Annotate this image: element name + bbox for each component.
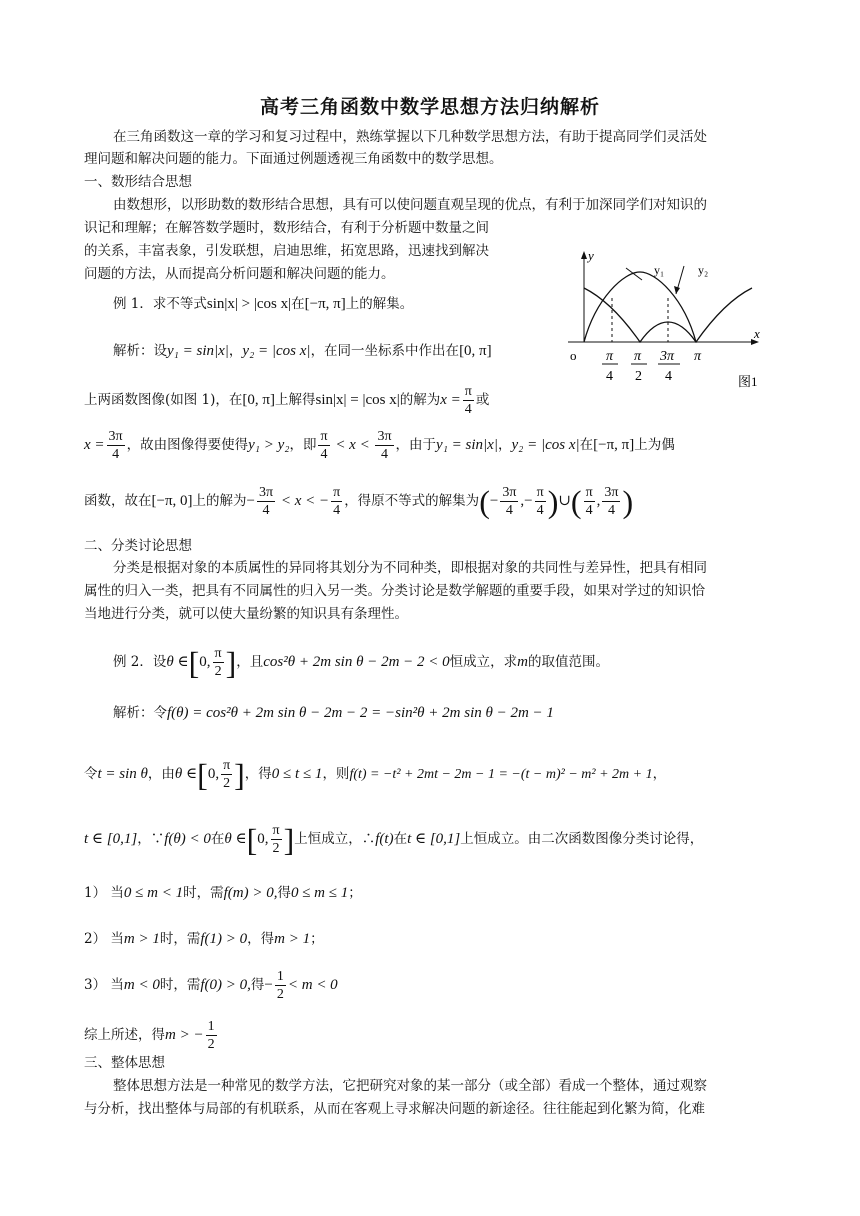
an3-y2: y₂ = |cos x| [511,437,580,453]
ex1-inequality: sin|x| > |cos x| [206,296,292,312]
c1-b: 时，需 [183,885,224,901]
c2-cond: m > 1 [123,931,160,947]
c3-r2: < m < 0 [287,977,338,993]
c1-f: f(m) > 0, [223,885,278,901]
ex1-interval: [−π, π] [304,296,346,312]
frac-pi-4: $\frac{\pi}{4}$ [464,384,472,417]
an4-a: 函数，故在 [84,493,152,509]
s1-para-line-4: 问题的方法，从而提高分析问题和解决问题的能力。 [84,266,395,282]
analysis-2-line-2: 令t = sin θ，由θ ∈[0, $\frac{\pi}{2}$ ]，得0 ≤ t ≤ 1，则f(t) = −t² + 2mt − 2m − 1 = −(t − m)² − m² + 2m + 1， [84,756,667,793]
y-axis-arrow [581,251,587,259]
an3-int: [−π, π] [593,437,635,453]
frac-pi-2: $\frac{\pi}{2}$ [214,646,222,679]
section-heading-2: 二、分类讨论思想 [84,538,192,554]
ex2-c: 恒成立，求 [449,654,518,670]
analysis-1-line-3: x = $\frac{3\pi}{4}$ ，故由图像得要使得y₁ > y₂，即 $\frac{\pi}{4}$ < x < $\frac{3\pi}{4}$ ，由于y₁ = sin|x|，y₂ = |cos x|在[−π, π]上为偶 [84,429,675,462]
figure-1-graph [556,246,776,396]
a2l2-d: ，则 [322,766,350,782]
s2-para-line-2: 属性的归入一类，把具有不同属性的归入另一类。分类讨论是数学解题的重要手段，如果对学过的知识恰 [84,583,705,599]
analysis-1-line-1: 解析：设y₁ = sin|x|，y₂ = |cos x|，在同一坐标系中作出在[0, π] [113,343,492,359]
c3-c: 得 [250,977,265,993]
c3-f: f(0) > 0, [200,977,251,993]
an4-c: ，得原不等式的解集为 [344,493,480,509]
an4-int: [−π, 0] [151,493,193,509]
tick-3pi-4-num: 3π [660,349,675,364]
an1-y2: y₂ = |cos x| [242,343,311,359]
an1-y1: y₁ = sin|x| [167,343,229,359]
document-title: 高考三角函数中数学思想方法归纳解析 [259,96,600,118]
a2l3-t2: t ∈ [0,1] [407,831,461,847]
case-2 [84,928,324,950]
pointer-y2-head [674,286,680,294]
an2-sol: 的解为 [399,392,441,408]
a2l3-f: f(θ) < 0 [164,831,211,847]
an4-b: 上的解为 [192,493,247,509]
an2-equation: f(θ) = cos²θ + 2m sin θ − 2m − 2 = −sin²θ + 2m sin θ − 2m − 1 [167,705,554,721]
label-y2: y₂ [698,263,709,277]
c2-r: m > 1 [274,931,311,947]
c1-d: ； [348,885,362,901]
a2l3-b: 在 [210,831,225,847]
an2-or: 或 [475,392,490,408]
ex1-suffix: 上的解集。 [345,296,414,312]
section-heading-1: 一、数形结合思想 [84,174,192,190]
a2l2-theta: θ ∈ [174,766,198,782]
an2-eq: sin|x| = |cos x| [315,392,400,408]
a2l2-c: ，得 [244,766,272,782]
s1-para-line-3: 的关系，丰富表象，引发联想，启迪思维，拓宽思路，迅速找到解决 [84,243,489,259]
frac-3pi-4-d: $\frac{3\pi}{4}$ [502,485,517,518]
an2-interval: [0, π] [242,392,275,408]
frac-pi-4-c: $\frac{\pi}{4}$ [333,485,341,518]
intro-line-2: 理问题和解决问题的能力。下面通过例题透视三角函数中的数学思想。 [84,151,503,167]
an1-interval: [0, π] [459,343,492,359]
an3-cmp: y₁ > y₂ [248,437,290,453]
ex1-prefix: 例 1．求不等式 [113,296,207,312]
case-1 [84,882,362,904]
ex2-a: 例 2．设 [113,654,167,670]
a2l3-a: ，∵ [137,831,165,847]
c2-d: ； [310,931,324,947]
an2-lead: 解析：令 [113,705,167,721]
an3-d: 在 [579,437,594,453]
frac-3pi-4: $\frac{3\pi}{4}$ [108,429,123,462]
c1-c: 得 [277,885,291,901]
ex2-theta: θ ∈ [166,654,189,670]
case-3 [84,968,338,1003]
pointer-y1 [626,268,642,280]
a2l2-a: 令 [84,766,98,782]
c3-a: 3） 当 [84,977,124,993]
x-axis-label: x [754,326,760,341]
ex2-m: m [517,654,528,670]
an3-a: ，故由图像得要使得 [126,437,249,453]
a2l3-theta: θ ∈ [224,831,247,847]
an3-b: ，即 [289,437,317,453]
a2l2-t: t = sin θ [97,766,148,782]
an3-c: ，由于 [395,437,437,453]
c2-b: 时，需 [159,931,201,947]
figure-caption: 图1 [738,374,758,389]
union-symbol: ∪ [558,493,571,509]
c1-r: 0 ≤ m ≤ 1 [290,885,349,901]
c3-cond: m < 0 [123,977,160,993]
s2-para-line-1: 分类是根据对象的本质属性的异同将其划分为不同种类，即根据对象的共同性与差异性，把具有相同 [113,560,707,576]
frac-pi-2-c: $\frac{\pi}{2}$ [272,823,280,856]
label-y1: y₁ [654,263,665,277]
a2l3-d: 在 [393,831,408,847]
s3-para-line-1: 整体思想方法是一种常见的数学方法，它把研究对象的某一部分（或全部）看成一个整体，通过观察 [113,1078,707,1094]
tick-pi-4-num: π [606,349,614,364]
analysis-1-line-2 [84,383,489,418]
a2l2-range: 0 ≤ t ≤ 1 [271,766,323,782]
frac-pi-4-e: $\frac{\pi}{4}$ [585,485,593,518]
frac-pi-2-b: $\frac{\pi}{2}$ [223,758,231,791]
frac-pi-4-d: $\frac{\pi}{4}$ [536,485,544,518]
intro-line-1: 在三角函数这一章的学习和复习过程中，熟练掌握以下几种数学思想方法，有助于提高同学们灵活处 [113,129,707,145]
c1-a: 1） 当 [84,885,124,901]
ex2-ineq: cos²θ + 2m sin θ − 2m − 2 < 0 [263,654,450,670]
sum-a: 综上所述，得 [84,1027,165,1043]
s1-para-line-1: 由数想形，以形助数的数形结合思想，具有可以使问题直观呈现的优点，有利于加深同学们对知识的 [113,197,707,213]
analysis-2-line-3: t ∈ [0,1]，∵f(θ) < 0在θ ∈[0, $\frac{\pi}{2}$ ]上恒成立，∴f(t)在t ∈ [0,1]上恒成立。由二次函数图像分类讨论得， [84,821,704,858]
a2l2-e: ， [652,766,667,782]
an2-mid: 上解得 [275,392,316,408]
tick-pi-2-num: π [634,349,642,364]
an1-prefix: 解析：设 [113,343,167,359]
a2l2-b: ，由 [147,766,175,782]
analysis-2-line-1 [113,702,554,724]
a2l3-e: 上恒成立。由二次函数图像分类讨论得， [460,831,704,847]
frac-pi-4-b: $\frac{\pi}{4}$ [320,429,328,462]
an2-x: x = [440,392,461,408]
y-axis-label: y [588,248,594,263]
c2-a: 2） 当 [84,931,124,947]
summary-line [84,1018,219,1053]
tick-3pi-4-den: 4 [665,369,672,384]
tick-pi-4-den: 4 [606,369,613,384]
ex1-mid: 在 [291,296,305,312]
example-1 [113,293,413,315]
an3-x: x = [84,437,105,453]
c1-cond: 0 ≤ m < 1 [123,885,184,901]
tick-pi: π [694,349,702,364]
sum-m: m > − [165,1027,204,1043]
an1-mid: ，在同一坐标系中作出在 [310,343,460,359]
ex2-b: ，且 [236,654,264,670]
example-2: 例 2．设θ ∈[0, $\frac{\pi}{2}$ ]，且cos²θ + 2m sin θ − 2m − 2 < 0恒成立，求m的取值范围。 [113,644,609,681]
frac-3pi-4-c: $\frac{3\pi}{4}$ [259,485,274,518]
s2-para-line-3: 当地进行分类，就可以使大量纷繁的知识具有条理性。 [84,606,408,622]
ex2-d: 的取值范围。 [528,654,609,670]
a2l3-t: t ∈ [0,1] [84,831,138,847]
origin-label: o [570,348,577,363]
frac-1-2: $\frac{1}{2}$ [276,969,284,1002]
frac-1-2-b: $\frac{1}{2}$ [207,1019,215,1052]
c2-c: ，得 [247,931,275,947]
frac-3pi-4-b: $\frac{3\pi}{4}$ [377,429,392,462]
c3-r1: − [264,977,273,993]
s1-para-line-2: 识记和理解；在解答数学题时，数形结合，有利于分析题中数量之间 [84,220,489,236]
curve-y2-cos [584,288,752,342]
a2l2-f: f(t) = −t² + 2mt − 2m − 1 = −(t − m)² − m² + 2m + 1 [349,767,653,782]
frac-3pi-4-e: $\frac{3\pi}{4}$ [604,485,619,518]
c3-b: 时，需 [159,977,201,993]
analysis-1-line-4: 函数，故在[−π, 0]上的解为− $\frac{3\pi}{4}$ < x < − $\frac{\pi}{4}$ ，得原不等式的解集为(− $\frac{3\pi}{4}$ ,− $\frac{\pi}{4}$ )∪( $\frac{\pi}{4}$ , $\frac{3\pi}{4}$ ) [84,483,634,520]
an3-e: 上为偶 [634,437,675,453]
an2-prefix: 上两函数图像(如图 1)，在 [84,392,243,408]
an3-y1: y₁ = sin|x| [436,437,498,453]
a2l3-c: 上恒成立，∴ [294,831,376,847]
tick-pi-2-den: 2 [635,369,642,384]
a2l3-ft: f(t) [375,831,394,847]
c2-f: f(1) > 0 [200,931,248,947]
section-heading-3: 三、整体思想 [84,1055,165,1071]
s3-para-line-2: 与分析，找出整体与局部的有机联系，从而在客观上寻求解决问题的新途径。往往能起到化繁为简，化难 [84,1101,705,1117]
